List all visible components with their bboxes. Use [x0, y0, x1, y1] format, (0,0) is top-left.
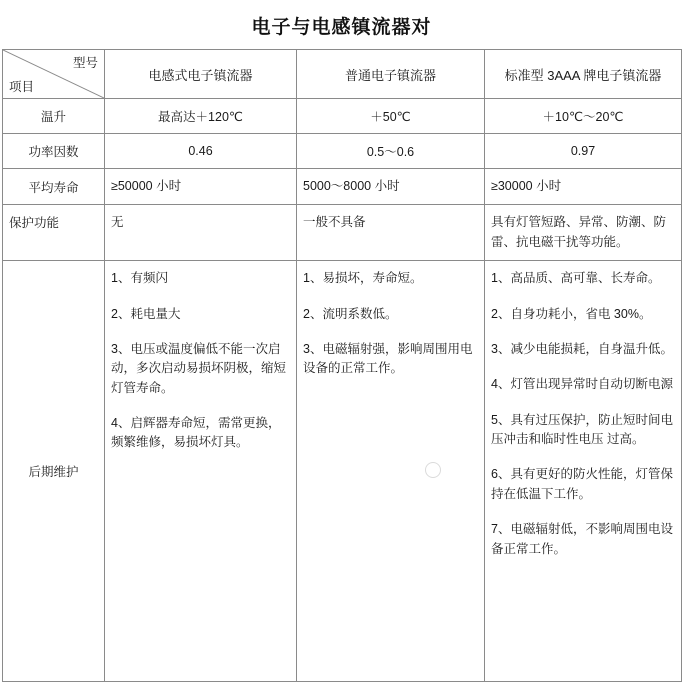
cell-protection-a: 无 [105, 205, 297, 261]
row-label-power-factor: 功率因数 [3, 134, 105, 169]
header-item-label: 项目 [9, 80, 35, 94]
row-label-temperature-rise: 温升 [3, 99, 105, 134]
cell-temperature-rise-c: ＋10℃～20℃ [485, 99, 682, 134]
cell-average-life-b: 5000～8000 小时 [297, 169, 485, 205]
header-col-ordinary: 普通电子镇流器 [297, 50, 485, 99]
header-col-standard: 标准型 3AAA 牌电子镇流器 [485, 50, 682, 99]
list-item: 2、耗电量大 [111, 306, 181, 321]
table-row [3, 99, 682, 134]
cell-power-factor-a: 0.46 [105, 134, 297, 169]
row-label-protection: 保护功能 [3, 205, 105, 261]
cell-temperature-rise-a: 最高达＋120℃ [105, 99, 297, 134]
watermark-circle-icon [425, 462, 441, 478]
header-col-inductive: 电感式电子镇流器 [105, 50, 297, 99]
list-item: 3、电磁辐射强，影响周围用电设备的正常工作。 [303, 341, 473, 376]
cell-temperature-rise-b: ＋50℃ [297, 99, 485, 134]
table-row [3, 205, 682, 261]
cell-average-life-c: ≥30000 小时 [485, 169, 682, 205]
cell-protection-b: 一般不具备 [297, 205, 485, 261]
list-item: 2、自身功耗小，省电 30%。 [491, 306, 652, 321]
list-item: 4、灯管出现异常时自动切断电源 [491, 377, 673, 392]
cell-protection-c: 具有灯管短路、异常、防潮、防雷、抗电磁干扰等功能。 [485, 205, 682, 261]
list-item: 3、电压或温度偏低不能一次启动，多次启动易损坏阴极，缩短灯管寿命。 [111, 341, 287, 395]
cell-maintenance-a [105, 261, 297, 682]
cell-power-factor-c: 0.97 [485, 134, 682, 169]
header-corner-cell [3, 50, 105, 99]
cell-maintenance-c [485, 261, 682, 682]
list-item: 1、有频闪 [111, 271, 168, 286]
list-item: 6、具有更好的防火性能，灯管保持在低温下工作。 [491, 467, 673, 501]
comparison-table [2, 49, 682, 682]
cell-power-factor-b: 0.5～0.6 [297, 134, 485, 169]
row-label-average-life: 平均寿命 [3, 169, 105, 205]
list-item: 3、减少电能损耗，自身温升低。 [491, 341, 673, 356]
table-row-maintenance [3, 261, 682, 682]
cell-maintenance-b [297, 261, 485, 682]
list-item: 5、具有过压保护，防止短时间电压冲击和临时性电压 过高。 [491, 412, 673, 446]
list-item: 4、启辉器寿命短，需常更换，频繁维修，易损坏灯具。 [111, 416, 281, 450]
table-header-row [3, 50, 682, 99]
cell-average-life-a: ≥50000 小时 [105, 169, 297, 205]
list-item: 1、高品质、高可靠、长寿命。 [491, 271, 661, 286]
table-row [3, 134, 682, 169]
list-item: 1、易损坏，寿命短。 [303, 271, 423, 286]
page-title: 电子与电感镇流器对 [251, 17, 432, 38]
list-item: 7、电磁辐射低，不影响周围电设备正常工作。 [491, 522, 673, 556]
table-row [3, 169, 682, 205]
list-item: 2、流明系数低。 [303, 306, 398, 321]
header-model-label: 型号 [72, 56, 98, 70]
row-label-maintenance: 后期维护 [3, 261, 105, 682]
